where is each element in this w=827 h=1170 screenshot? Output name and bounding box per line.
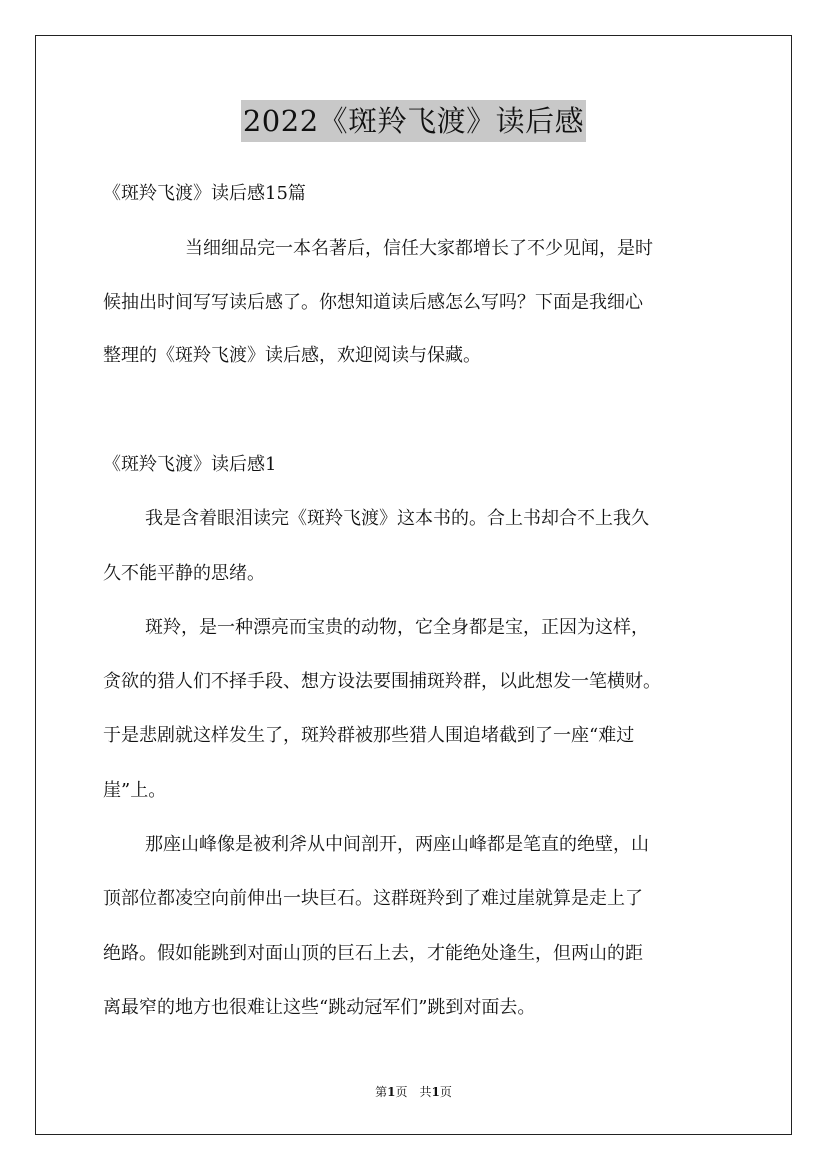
body-line-4: 贪欲的猎人们不择手段、想方设法要围捕斑羚群，以此想发一笔横财。	[103, 671, 661, 692]
body-line-3: 斑羚，是一种漂亮而宝贵的动物，它全身都是宝，正因为这样，	[145, 617, 649, 638]
document-subtitle: 《斑羚飞渡》读后感15篇	[103, 183, 306, 204]
body-line-5: 于是悲剧就这样发生了，斑羚群被那些猎人围追堵截到了一座“难过	[103, 725, 635, 746]
body-line-9: 绝路。假如能跳到对面山顶的巨石上去，才能绝处逢生，但两山的距	[103, 943, 643, 964]
intro-line-2: 候抽出时间写写读后感了。你想知道读后感怎么写吗？下面是我细心	[103, 292, 643, 313]
body-line-8: 顶部位都凌空向前伸出一块巨石。这群斑羚到了难过崖就算是走上了	[103, 888, 643, 909]
intro-line-3: 整理的《斑羚飞渡》读后感，欢迎阅读与保藏。	[103, 345, 481, 366]
section-heading: 《斑羚飞渡》读后感1	[103, 454, 277, 475]
intro-line-1: 当细细品完一本名著后，信任大家都增长了不少见闻，是时	[185, 238, 653, 259]
body-line-7: 那座山峰像是被利斧从中间剖开，两座山峰都是笔直的绝壁，山	[145, 834, 649, 855]
page-total: 1	[431, 1085, 440, 1099]
body-line-2: 久不能平静的思绪。	[103, 563, 265, 584]
body-line-6: 崖”上。	[103, 780, 167, 801]
page-current: 1	[387, 1085, 396, 1099]
document-title: 2022《斑羚飞渡》读后感	[241, 100, 586, 142]
page-mid: 页 共	[395, 1085, 432, 1099]
page-footer	[0, 1084, 827, 1100]
page-suffix: 页	[439, 1085, 452, 1099]
page-prefix: 第	[375, 1085, 388, 1099]
body-line-10: 离最窄的地方也很难让这些“跳动冠军们”跳到对面去。	[103, 997, 536, 1018]
body-line-1: 我是含着眼泪读完《斑羚飞渡》这本书的。合上书却合不上我久	[145, 508, 649, 529]
document-title-wrapper	[0, 100, 827, 142]
